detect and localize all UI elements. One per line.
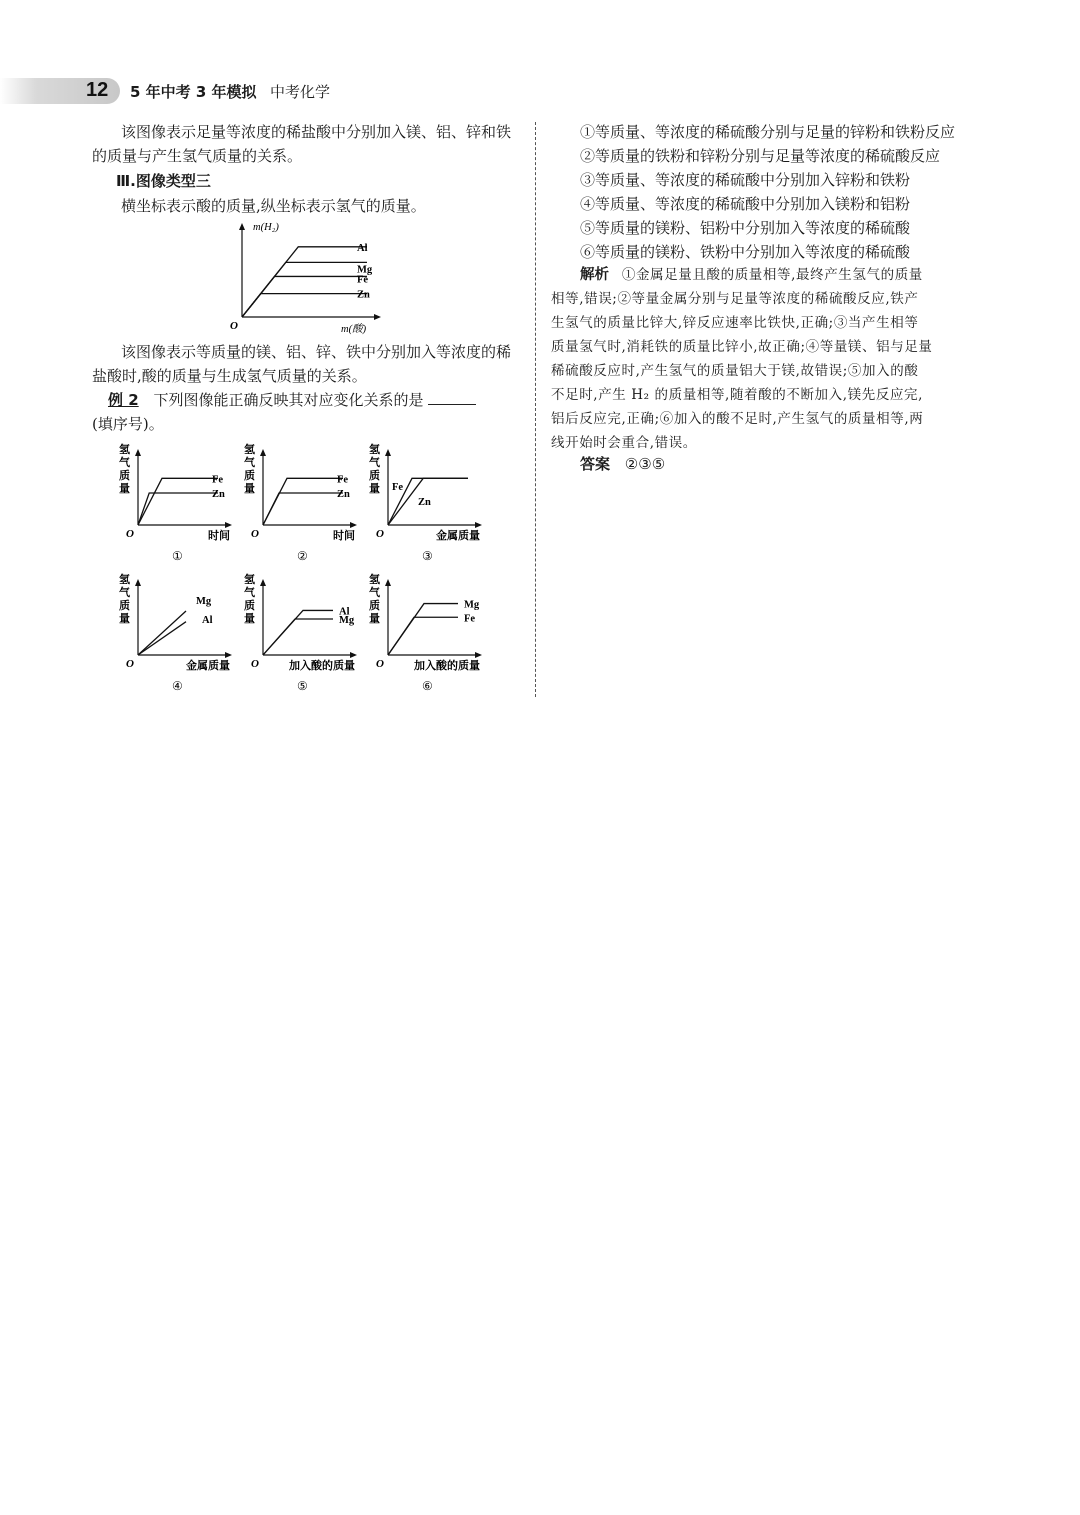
chart-option-4: [112, 567, 242, 697]
y-axis-label-char: 氢: [244, 444, 255, 456]
series-label-fe: Fe: [392, 482, 404, 493]
example-label: 例 2: [108, 391, 139, 409]
series-label-mg: Mg: [339, 615, 355, 626]
y-axis-arrow: [385, 449, 391, 456]
origin-label: O: [126, 528, 134, 540]
y-axis-arrow: [239, 223, 245, 230]
chart-caption: ⑤: [297, 679, 308, 693]
chart-caption: ①: [172, 549, 183, 563]
y-axis-label-char: 量: [369, 613, 380, 625]
x-axis-arrow: [374, 314, 381, 320]
analysis-line: 稀硫酸反应时,产生氢气的质量铝大于镁,故错误;⑤加入的酸: [551, 363, 919, 379]
y-axis-label-char: 气: [369, 587, 380, 599]
y-axis-label-char: 气: [369, 457, 380, 469]
section-heading: Ⅲ.图像类型三: [116, 172, 211, 190]
analysis-line: 相等,错误;②等量金属分别与足量等浓度的稀硫酸反应,铁产: [551, 291, 919, 307]
series-line-zn: [138, 493, 218, 525]
paragraph-line: 的质量与产生氢气质量的关系。: [92, 147, 303, 165]
series-label-fe: Fe: [464, 613, 476, 625]
y-axis-label-char: 质: [369, 600, 380, 612]
x-axis-arrow: [475, 652, 482, 658]
x-axis-arrow: [350, 652, 357, 658]
y-axis-label-char: 氢: [369, 574, 380, 586]
series-label-al: Al: [339, 606, 350, 618]
y-axis-arrow: [135, 449, 141, 456]
series-label-fe: Fe: [212, 474, 224, 486]
y-axis-label-char: 质: [119, 600, 130, 612]
series-line-fe: [138, 478, 218, 525]
series-line-al: [138, 622, 186, 655]
option-item: ⑤等质量的镁粉、铝粉中分别加入等浓度的稀硫酸: [580, 219, 911, 237]
y-axis-label-char: 量: [369, 483, 380, 495]
y-axis-label-char: 量: [119, 483, 130, 495]
chart-caption: ④: [172, 679, 183, 693]
x-axis-arrow: [225, 522, 232, 528]
series-line-mg: [388, 604, 458, 655]
y-axis-label-char: 质: [244, 470, 255, 482]
origin-label: O: [376, 658, 384, 670]
y-axis-arrow: [260, 579, 266, 586]
x-axis-label: 时间: [208, 530, 230, 542]
y-axis-label-char: 气: [244, 587, 255, 599]
series-label-mg: Mg: [464, 599, 480, 611]
x-axis-arrow: [475, 522, 482, 528]
x-axis-arrow: [225, 652, 232, 658]
section-intro: 横坐标表示酸的质量,纵坐标表示氢气的质量。: [121, 197, 426, 215]
series-line-al: [263, 610, 333, 655]
chart-caption: ⑥: [422, 679, 433, 693]
series-label-mg: Mg: [196, 596, 212, 607]
y-axis-label-char: 氢: [244, 574, 255, 586]
origin-label: O: [230, 320, 238, 332]
answer-value: ②③⑤: [624, 455, 666, 473]
y-axis-label-char: 气: [119, 587, 130, 599]
origin-label: O: [251, 658, 259, 670]
option-item: ①等质量、等浓度的稀硫酸分别与足量的锌粉和铁粉反应: [580, 123, 956, 141]
answer-label: 答案: [580, 455, 611, 473]
y-axis-arrow: [260, 449, 266, 456]
x-axis-label: 加入酸的质量: [414, 660, 480, 672]
option-item: ⑥等质量的镁粉、铁粉中分别加入等浓度的稀硫酸: [580, 243, 911, 261]
option-item: ③等质量、等浓度的稀硫酸中分别加入锌粉和铁粉: [580, 171, 911, 189]
x-axis-arrow: [350, 522, 357, 528]
column-divider: [535, 122, 536, 697]
y-axis-label-char: 量: [119, 613, 130, 625]
series-label-mg: Mg: [357, 264, 373, 276]
series-label-zn: Zn: [418, 497, 431, 508]
series-label-fe: Fe: [357, 274, 369, 286]
series-line-mg: [138, 611, 186, 655]
paragraph-line: 该图像表示足量等浓度的稀盐酸中分别加入镁、铝、锌和铁: [121, 123, 512, 141]
analysis-line: 线开始时会重合,错误。: [551, 435, 697, 451]
series-line-al: [242, 247, 367, 317]
analysis-line: 不足时,产生 H₂ 的质量相等,随着酸的不断加入,镁先反应完,: [551, 387, 924, 403]
series-label-fe: Fe: [337, 474, 349, 486]
origin-label: O: [376, 528, 384, 540]
answer-blank[interactable]: [428, 388, 476, 405]
y-axis-arrow: [385, 579, 391, 586]
series-line-mg: [242, 262, 367, 317]
example-text: 下列图像能正确反映其对应变化关系的是: [153, 391, 424, 409]
series-line-mg: [263, 619, 333, 655]
series-label-zn: Zn: [337, 489, 350, 500]
series-label-zn: Zn: [212, 489, 225, 500]
series-label-zn: Zn: [357, 289, 370, 301]
example-question: [108, 388, 476, 412]
chart-option-6: [362, 567, 492, 697]
analysis-text: ①金属足量且酸的质量相等,最终产生氢气的质量: [621, 267, 923, 283]
chart-type-three: [225, 218, 395, 336]
y-axis-label: m(H₂): [253, 222, 279, 233]
x-axis-label: 时间: [333, 530, 355, 542]
analysis-line: [580, 264, 923, 288]
y-axis-arrow: [135, 579, 141, 586]
series-line-zn: [263, 493, 343, 525]
y-axis-label-char: 氢: [119, 574, 130, 586]
chart-caption: ②: [297, 549, 308, 563]
y-axis-label-char: 质: [244, 600, 255, 612]
paragraph-line: 该图像表示等质量的镁、铝、锌、铁中分别加入等浓度的稀: [121, 343, 512, 361]
analysis-line: 生氢气的质量比锌大,锌反应速率比铁快,正确;③当产生相等: [551, 315, 919, 331]
y-axis-label-char: 质: [119, 470, 130, 482]
book-title: 5 年中考 3 年模拟: [130, 83, 257, 101]
x-axis-label: 加入酸的质量: [289, 660, 355, 672]
page-header: [0, 78, 1080, 104]
page-number: 12: [86, 79, 109, 101]
series-label-al: Al: [202, 615, 213, 626]
series-line-fe: [388, 617, 458, 655]
chart-option-5: [237, 567, 367, 697]
x-axis-label: 金属质量: [436, 530, 480, 542]
chart-option-3: [362, 437, 492, 567]
paragraph-line: 盐酸时,酸的质量与生成氢气质量的关系。: [92, 367, 367, 385]
y-axis-label-char: 质: [369, 470, 380, 482]
analysis-line: 铝后反应完,正确;⑥加入的酸不足时,产生氢气的质量相等,两: [551, 411, 924, 427]
answer-line: [580, 452, 665, 476]
y-axis-label-char: 氢: [119, 444, 130, 456]
book-subject: 中考化学: [270, 83, 331, 101]
option-item: ④等质量、等浓度的稀硫酸中分别加入镁粉和铝粉: [580, 195, 911, 213]
series-label-al: Al: [357, 242, 368, 254]
chart-option-1: [112, 437, 242, 567]
series-line-fe: [242, 276, 367, 317]
analysis-label: 解析: [580, 267, 609, 283]
option-item: ②等质量的铁粉和锌粉分别与足量等浓度的稀硫酸反应: [580, 147, 941, 165]
x-axis-label: m(酸): [341, 324, 367, 335]
origin-label: O: [251, 528, 259, 540]
example-suffix: (填序号)。: [92, 415, 164, 433]
y-axis-label-char: 量: [244, 613, 255, 625]
analysis-line: 质量氢气时,消耗铁的质量比锌小,故正确;④等量镁、铝与足量: [551, 339, 933, 355]
y-axis-label-char: 气: [119, 457, 130, 469]
y-axis-label-char: 氢: [369, 444, 380, 456]
y-axis-label-char: 量: [244, 483, 255, 495]
x-axis-label: 金属质量: [186, 660, 230, 672]
chart-option-2: [237, 437, 367, 567]
y-axis-label-char: 气: [244, 457, 255, 469]
series-line-zn: [242, 294, 367, 317]
chart-caption: ③: [422, 549, 433, 563]
origin-label: O: [126, 658, 134, 670]
